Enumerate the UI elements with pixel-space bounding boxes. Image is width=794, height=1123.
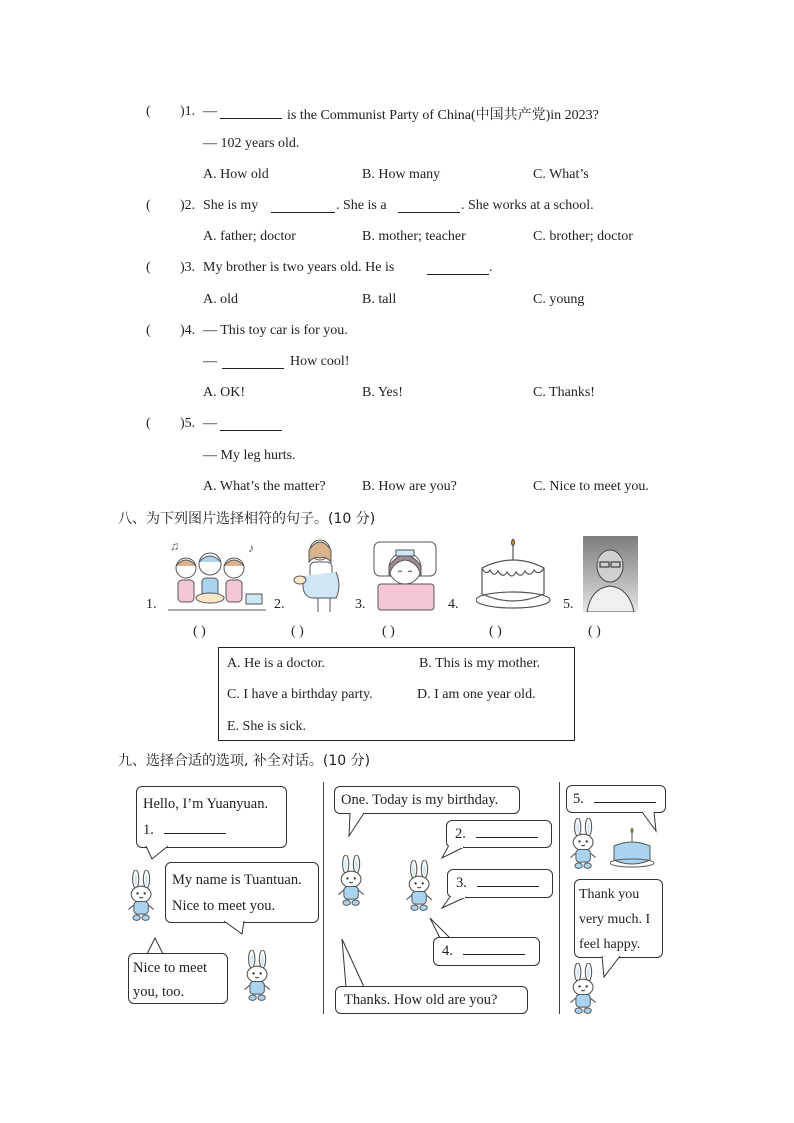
option-c: C. I have a birthday party. bbox=[227, 687, 373, 702]
q5-option-c[interactable]: C. Nice to meet you. bbox=[533, 479, 649, 494]
answer-paren-4[interactable]: ( ) bbox=[489, 624, 502, 639]
bubble-thank-you-line2: very much. I bbox=[579, 912, 651, 927]
bubble-tail bbox=[600, 955, 626, 979]
q3-end: . bbox=[489, 260, 493, 275]
bubble-nice-too-line1: Nice to meet bbox=[133, 960, 208, 976]
bubble-blank-3 bbox=[447, 869, 553, 898]
q5-answer: — My leg hurts. bbox=[203, 448, 296, 463]
picture-number-5: 5. bbox=[563, 597, 574, 612]
picture-doctor-photo bbox=[583, 536, 638, 612]
rabbit-happy-icon bbox=[566, 963, 602, 1017]
bubble-yuanyuan-line1: Hello, I’m Yuanyuan. bbox=[143, 796, 269, 812]
q5-dash: — bbox=[203, 416, 217, 431]
q1-dash: — bbox=[203, 104, 217, 119]
bubble-thank-you bbox=[574, 879, 663, 958]
q2-text-2: . She is a bbox=[336, 198, 387, 213]
picture-number-1: 1. bbox=[146, 597, 157, 612]
q1-paren-open: ( bbox=[146, 104, 151, 119]
rabbit-birthday-icon bbox=[566, 818, 602, 872]
section-9-title: 九、选择合适的选项, 补全对话。(10 分) bbox=[118, 753, 371, 769]
q3-option-b[interactable]: B. tall bbox=[362, 292, 397, 307]
q5-blank[interactable] bbox=[220, 416, 282, 431]
answer-paren-5[interactable]: ( ) bbox=[588, 624, 601, 639]
q2-option-c[interactable]: C. brother; doctor bbox=[533, 229, 633, 244]
q2-paren-open: ( bbox=[146, 198, 151, 213]
q1-option-c[interactable]: C. What’s bbox=[533, 167, 589, 182]
bubble-tail bbox=[222, 920, 252, 936]
q2-text-3: . She works at a school. bbox=[461, 198, 594, 213]
q2-blank-2[interactable] bbox=[398, 198, 460, 213]
section-8-title: 八、为下列图片选择相符的句子。(10 分) bbox=[118, 511, 376, 527]
option-a: A. He is a doctor. bbox=[227, 656, 325, 671]
picture-mother bbox=[290, 536, 346, 614]
bubble-tail bbox=[440, 896, 470, 910]
blank-4-label: 4. bbox=[442, 943, 453, 959]
q4-reply: How cool! bbox=[290, 354, 350, 369]
q3-blank[interactable] bbox=[427, 260, 489, 275]
q1-answer: — 102 years old. bbox=[203, 136, 300, 151]
q3-option-c[interactable]: C. young bbox=[533, 292, 585, 307]
dialog-blank-2[interactable] bbox=[476, 823, 538, 838]
picture-birthday-cake bbox=[476, 538, 552, 610]
bubble-tail bbox=[346, 812, 370, 838]
blank-3-label: 3. bbox=[456, 875, 467, 891]
bubble-how-old bbox=[335, 986, 528, 1014]
q1-number: )1. bbox=[180, 104, 196, 119]
rabbit-yuanyuan-icon bbox=[124, 870, 160, 924]
bubble-birthday-text: One. Today is my birthday. bbox=[341, 792, 499, 808]
q4-paren-open: ( bbox=[146, 323, 151, 338]
q4-option-c[interactable]: C. Thanks! bbox=[533, 385, 595, 400]
q1-text: is the Communist Party of China(中国共产党)in 2023? bbox=[287, 108, 599, 123]
bubble-birthday bbox=[334, 786, 520, 814]
bubble-tail bbox=[144, 845, 174, 861]
q2-number: )2. bbox=[180, 198, 196, 213]
q1-option-b[interactable]: B. How many bbox=[362, 167, 441, 182]
q4-number: )4. bbox=[180, 323, 196, 338]
q4-option-b[interactable]: B. Yes! bbox=[362, 385, 403, 400]
bubble-tuantuan-line2: Nice to meet you. bbox=[172, 898, 276, 914]
q5-paren-open: ( bbox=[146, 416, 151, 431]
panel-divider-1 bbox=[323, 782, 324, 1014]
q2-option-a[interactable]: A. father; doctor bbox=[203, 229, 296, 244]
bubble-how-old-text: Thanks. How old are you? bbox=[344, 992, 498, 1008]
rabbit-left-icon bbox=[334, 855, 370, 909]
dialog-blank-1[interactable] bbox=[164, 819, 226, 834]
options-box bbox=[218, 647, 575, 741]
bubble-tail bbox=[338, 937, 368, 989]
q1-option-a[interactable]: A. How old bbox=[203, 167, 269, 182]
rabbit-right-icon bbox=[402, 860, 438, 914]
answer-paren-2[interactable]: ( ) bbox=[291, 624, 304, 639]
q5-option-b[interactable]: B. How are you? bbox=[362, 479, 457, 494]
svg-text:♫: ♫ bbox=[170, 539, 179, 553]
answer-paren-3[interactable]: ( ) bbox=[382, 624, 395, 639]
picture-number-2: 2. bbox=[274, 597, 285, 612]
picture-birthday-party bbox=[168, 538, 268, 614]
rabbit-tuantuan-icon bbox=[240, 950, 276, 1004]
blank-2-label: 2. bbox=[455, 826, 466, 842]
dialog-blank-3[interactable] bbox=[477, 872, 539, 887]
dialog-blank-5[interactable] bbox=[594, 788, 656, 803]
bubble-nice-too-line2: you, too. bbox=[133, 984, 185, 1000]
svg-text:♪: ♪ bbox=[248, 541, 254, 555]
option-b: B. This is my mother. bbox=[419, 656, 541, 671]
q5-number: )5. bbox=[180, 416, 196, 431]
q3-paren-open: ( bbox=[146, 260, 151, 275]
q4-text: — This toy car is for you. bbox=[203, 323, 348, 338]
bubble-yuanyuan bbox=[136, 786, 287, 848]
q3-text: My brother is two years old. He is bbox=[203, 260, 395, 275]
bubble-blank-2 bbox=[446, 820, 552, 848]
bubble-nice-too bbox=[128, 953, 228, 1004]
bubble-tuantuan bbox=[165, 862, 319, 923]
option-e: E. She is sick. bbox=[227, 719, 306, 734]
bubble-thank-you-line3: feel happy. bbox=[579, 937, 641, 952]
dialog-blank-4[interactable] bbox=[463, 940, 525, 955]
picture-sick-girl bbox=[372, 538, 438, 612]
q3-option-a[interactable]: A. old bbox=[203, 292, 238, 307]
q5-option-a[interactable]: A. What’s the matter? bbox=[203, 479, 326, 494]
q2-blank-1[interactable] bbox=[271, 198, 335, 213]
panel-divider-2 bbox=[559, 782, 560, 1014]
q4-dash: — bbox=[203, 354, 217, 369]
picture-number-3: 3. bbox=[355, 597, 366, 612]
answer-paren-1[interactable]: ( ) bbox=[193, 624, 206, 639]
q4-option-a[interactable]: A. OK! bbox=[203, 385, 245, 400]
option-d: D. I am one year old. bbox=[417, 687, 536, 702]
bubble-tuantuan-line1: My name is Tuantuan. bbox=[172, 872, 302, 888]
blank-5-label: 5. bbox=[573, 791, 584, 807]
bubble-thank-you-line1: Thank you bbox=[579, 887, 640, 902]
q3-number: )3. bbox=[180, 260, 196, 275]
blank-1-label: 1. bbox=[143, 822, 154, 838]
q1-blank[interactable] bbox=[220, 104, 282, 119]
picture-number-4: 4. bbox=[448, 597, 459, 612]
small-cake-icon bbox=[610, 828, 656, 868]
q2-option-b[interactable]: B. mother; teacher bbox=[362, 229, 466, 244]
bubble-blank-4 bbox=[433, 937, 540, 966]
q4-blank[interactable] bbox=[222, 354, 284, 369]
doctor-portrait-icon bbox=[583, 536, 638, 612]
bubble-blank-5 bbox=[566, 785, 666, 813]
bubble-tail bbox=[440, 846, 470, 860]
q2-text-1: She is my bbox=[203, 198, 259, 213]
